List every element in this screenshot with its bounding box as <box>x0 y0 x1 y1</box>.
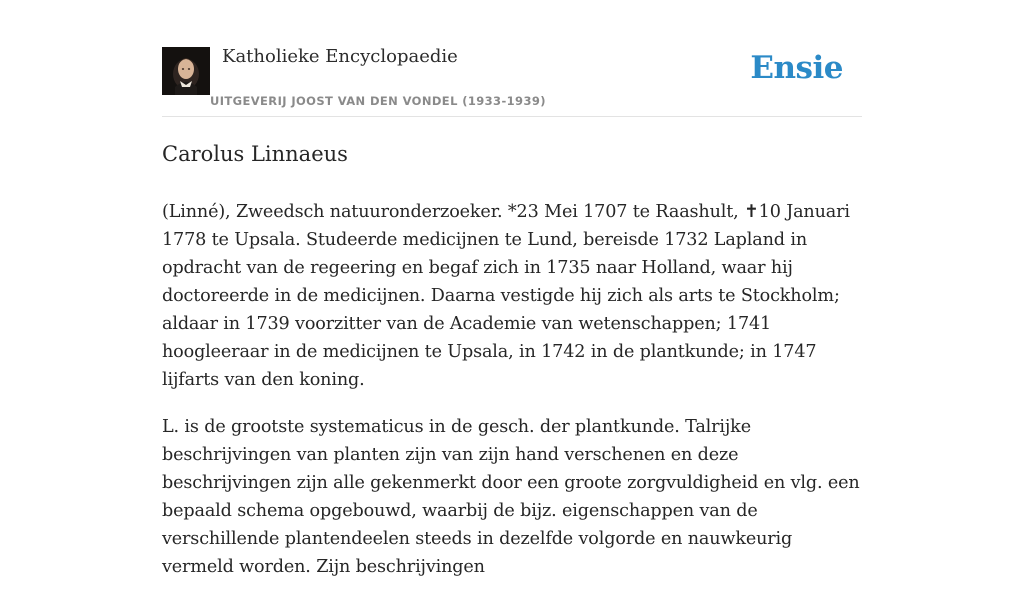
source-title[interactable]: Katholieke Encyclopaedie <box>222 46 458 67</box>
article <box>162 138 864 600</box>
article-title: Carolus Linnaeus <box>162 142 348 166</box>
brand-logo-link[interactable]: Ensie <box>750 50 843 86</box>
article-paragraph: (Linné), Zweedsch natuuronderzoeker. *23 Mei 1707 te Raashult, ✝10 Januari 1778 te Upsala. Studeerde medicijnen te Lund, bereisde 1732 Lapland in opdracht van de regeering en begaf zich in 1735 naar Holland, waar hij doctoreerde in de medicijnen. Daarna vestigde hij zich als arts te Stockholm; aldaar in 1739 voorzitter van de Academie van wetenschappen; 1741 hoogleeraar in de medicijnen te Upsala, in 1742 in de plantkunde; in 1747 lijfarts van den koning. <box>162 202 850 390</box>
portrait-icon[interactable] <box>162 47 210 95</box>
source-header <box>162 40 862 117</box>
article-paragraph: L. is de grootste systematicus in de gesch. der plantkunde. Talrijke beschrijvingen van planten zijn van zijn hand verschenen en deze beschrijvingen zijn alle gekenmerkt door een groote zorgvuldigheid en vlg. een bepaald schema opgebouwd, waarbij de bijz. eigenschappen van de verschillende plantendeelen steeds in dezelfde volgorde en nauwkeurig vermeld worden. Zijn beschrijvingen <box>162 417 860 577</box>
source-subtitle: UITGEVERIJ JOOST VAN DEN VONDEL (1933-1939) <box>210 94 546 108</box>
